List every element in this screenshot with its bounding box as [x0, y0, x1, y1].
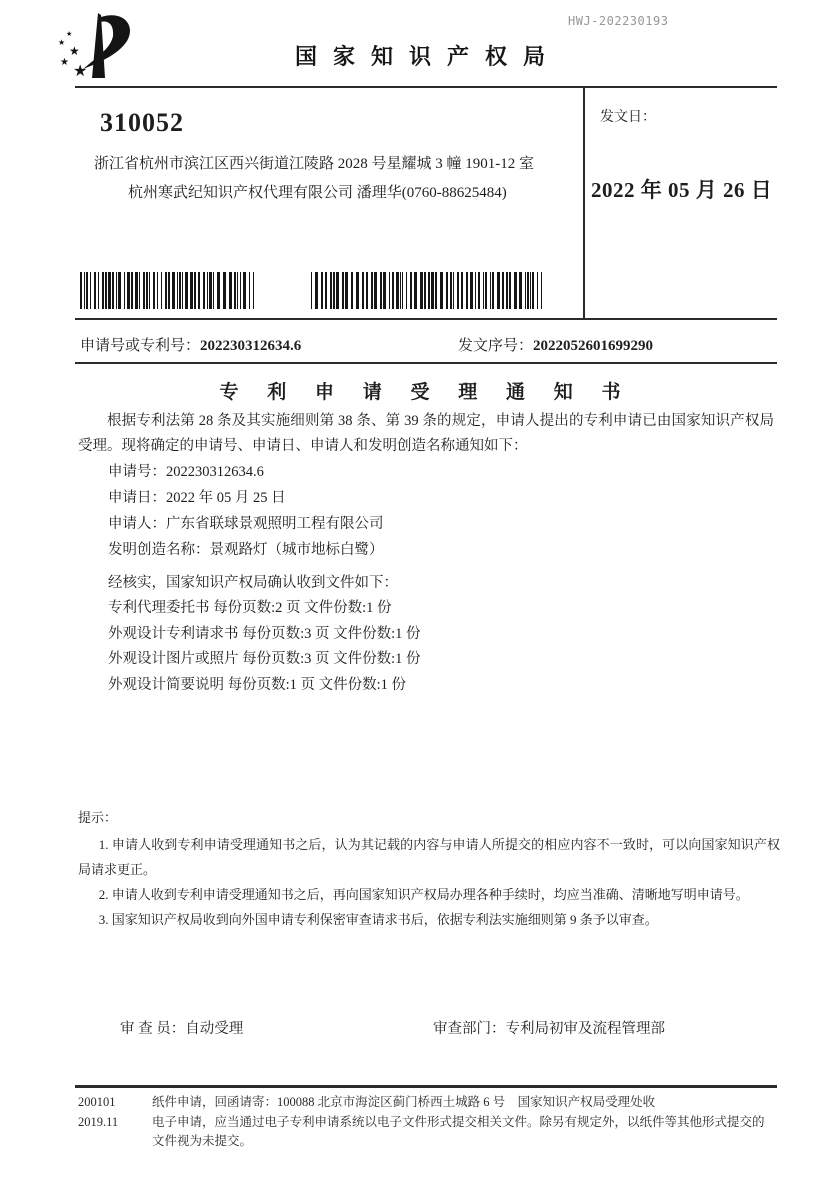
- recipient-agent-line: 杭州寒武纪知识产权代理有限公司 潘理华(0760-88625484): [128, 185, 507, 201]
- document-item: 外观设计图片或照片 每份页数:3 页 文件份数:1 份: [108, 651, 421, 667]
- footer-form-code: 200101: [78, 1095, 116, 1109]
- document-item: 外观设计简要说明 每份页数:1 页 文件份数:1 份: [108, 676, 407, 693]
- field-applicant: 申请人：广东省联球景观照明工程有限公司: [108, 516, 384, 532]
- recipient-postal-code: 310052: [100, 108, 184, 137]
- footer-paper-instruction: 纸件申请，回函请寄：100088 北京市海淀区蓟门桥西土城路 6 号 国家知识产权局受理处收: [152, 1095, 656, 1109]
- svg-text:★: ★: [66, 30, 73, 38]
- examiner-value: 自动受理: [185, 1021, 244, 1037]
- header-rule: [75, 86, 777, 88]
- footer-row-electronic: [78, 1113, 778, 1152]
- department-value: 专利局初审及流程管理部: [505, 1021, 665, 1037]
- application-number-row: [80, 334, 301, 355]
- issue-box-divider: [583, 86, 585, 320]
- tips-list: [78, 832, 780, 932]
- application-fields: [108, 459, 384, 563]
- confirm-line: 经核实，国家知识产权局确认收到文件如下：: [108, 575, 398, 591]
- document-ref-number: HWJ-202230193: [568, 14, 669, 28]
- footer-form-date: 2019.11: [78, 1114, 119, 1129]
- serial-number-row: [458, 334, 653, 355]
- footer-rule: [75, 1085, 777, 1088]
- tip-item: 3. 国家知识产权局收到向外国申请专利保密审查请求书后，依据专利法实施细则第 9 条予以审查。: [98, 912, 658, 927]
- footer-row-paper: [78, 1093, 778, 1113]
- received-documents-list: [108, 596, 421, 698]
- serial-number-barcode: [311, 272, 543, 309]
- tip-item: 1. 申请人收到专利申请受理通知书之后，认为其记载的内容与申请人所提交的相应内容不一致时，可以向国家知识产权局请求更正。: [78, 837, 780, 877]
- issue-date-value: 2022 年 05 月 26 日: [591, 178, 773, 202]
- application-number-label: 申请号或专利号：: [80, 338, 201, 354]
- department-label: 审查部门：: [433, 1021, 506, 1037]
- examiner-row: [120, 1017, 243, 1038]
- field-filing-date: 申请日：2022 年 05 月 25 日: [108, 490, 286, 506]
- serial-number-value: 2022052601699290: [533, 338, 654, 354]
- tips-title: 提示：: [78, 810, 118, 825]
- department-row: [433, 1017, 665, 1038]
- field-application-number: 申请号：202230312634.6: [108, 464, 264, 480]
- tip-item: 2. 申请人收到专利申请受理通知书之后，再向国家知识产权局办理各种手续时，均应当准确、清晰地写明申请号。: [98, 887, 749, 902]
- footer-electronic-instruction: 电子申请，应当通过电子专利申请系统以电子文件形式提交相关文件。除另有规定外，以纸件等其他形式提交的文件视为未提交。: [152, 1114, 765, 1148]
- document-item: 专利代理委托书 每份页数:2 页 文件份数:1 份: [108, 600, 392, 616]
- application-number-barcode: [80, 272, 270, 309]
- serial-number-label: 发文序号：: [458, 338, 534, 354]
- notice-title: 专 利 申 请 受 理 通 知 书: [219, 382, 633, 403]
- svg-text:★: ★: [73, 61, 88, 80]
- issue-date-label: 发文日：: [600, 110, 656, 125]
- refrow-bottom-rule: [75, 362, 777, 364]
- field-invention-title: 发明创造名称：景观路灯（城市地标白鹭）: [108, 542, 384, 558]
- footer: [78, 1093, 778, 1152]
- examiner-label: 审 查 员：: [120, 1021, 186, 1037]
- svg-text:★: ★: [69, 44, 80, 58]
- svg-text:★: ★: [58, 38, 66, 47]
- svg-text:★: ★: [60, 57, 69, 68]
- barcode-bottom-rule: [75, 318, 777, 320]
- recipient-address: 浙江省杭州市滨江区西兴街道江陵路 2028 号星耀城 3 幢 1901-12 室: [94, 156, 534, 172]
- document-item: 外观设计专利请求书 每份页数:3 页 文件份数:1 份: [108, 625, 421, 642]
- agency-title: 国家知识产权局: [294, 44, 561, 69]
- notice-intro: 根据专利法第 28 条及其实施细则第 38 条、第 39 条的规定，申请人提出的专利申请已由国家知识产权局受理。现将确定的申请号、申请日、申请人和发明创造名称通知如下：: [78, 413, 774, 454]
- application-number-value: 202230312634.6: [200, 338, 302, 354]
